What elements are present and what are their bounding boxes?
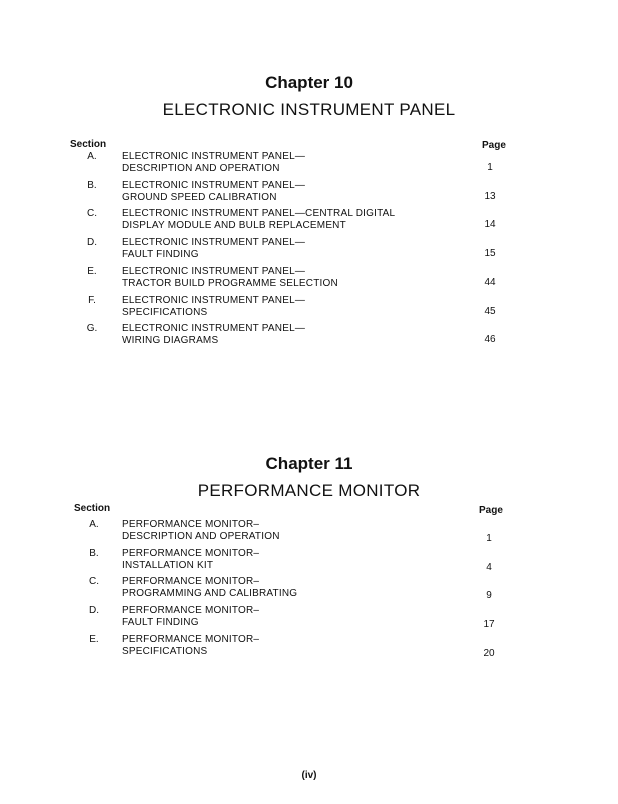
section-page-number: 44 [484,276,496,288]
section-title-line2: DESCRIPTION AND OPERATION [122,531,280,542]
section-title-line2: SPECIFICATIONS [122,645,208,657]
section-title-line2: TRACTOR BUILD PROGRAMME SELECTION [122,277,338,289]
section-title-line1: ELECTRONIC INSTRUMENT PANEL— [122,237,306,249]
section-page-number: 17 [483,619,495,631]
section-title-line2: DESCRIPTION AND OPERATION [122,163,280,174]
chapter-10-section-header: Section [70,139,107,150]
section-title-line1: ELECTRONIC INSTRUMENT PANEL— [122,323,306,335]
section-letter: E. [89,633,99,645]
section-title-line2: PROGRAMMING AND CALIBRATING [122,588,298,600]
section-letter: F. [88,294,96,306]
page-number: (iv) [301,770,317,781]
section-page-number: 13 [484,190,496,202]
section-letter: A. [89,519,99,530]
section-title-line1: PERFORMANCE MONITOR– [122,605,260,617]
section-letter: C. [89,576,99,588]
section-letter: D. [87,237,97,249]
section-title-line1: PERFORMANCE MONITOR– [122,633,260,645]
section-letter: C. [87,208,97,220]
section-title-line2: FAULT FINDING [122,617,199,629]
section-title-line1: ELECTRONIC INSTRUMENT PANEL—CENTRAL DIGITAL [122,208,396,220]
section-title-line1: PERFORMANCE MONITOR– [122,547,260,559]
section-letter: B. [87,179,97,191]
section-title-line1: PERFORMANCE MONITOR– [122,576,260,588]
section-title-line1: ELECTRONIC INSTRUMENT PANEL— [122,179,306,191]
section-letter: G. [86,323,98,335]
chapter-11-page-header: Page [479,505,503,516]
section-title-line1: ELECTRONIC INSTRUMENT PANEL— [122,151,306,162]
chapter-10-page-header: Page [482,140,506,151]
section-title-line2: DISPLAY MODULE AND BULB REPLACEMENT [122,220,346,232]
section-title-line2: SPECIFICATIONS [122,306,208,318]
section-title-line1: ELECTRONIC INSTRUMENT PANEL— [122,294,306,306]
section-page-number: 15 [484,248,496,260]
section-title-line2: INSTALLATION KIT [122,559,214,571]
chapter-11-title: Chapter 11 [265,454,353,473]
section-page-number: 20 [483,647,495,659]
section-page-number: 45 [484,305,496,317]
section-page-number: 1 [486,533,492,544]
section-letter: E. [87,265,97,277]
chapter-10-subtitle: ELECTRONIC INSTRUMENT PANEL [162,100,456,119]
section-letter: B. [89,547,99,559]
section-letter: A. [87,151,97,162]
section-title-line1: ELECTRONIC INSTRUMENT PANEL— [122,265,306,277]
section-page-number: 9 [486,590,492,602]
chapter-11-subtitle: PERFORMANCE MONITOR [197,481,421,500]
section-title-line2: GROUND SPEED CALIBRATION [122,191,277,203]
section-letter: D. [89,605,99,617]
section-page-number: 46 [484,334,496,346]
section-title-line2: FAULT FINDING [122,249,199,261]
section-title-line1: PERFORMANCE MONITOR– [122,519,260,530]
section-page-number: 1 [487,162,493,173]
section-page-number: 4 [486,561,492,573]
chapter-10-title: Chapter 10 [265,73,353,92]
chapter-11-section-header: Section [74,503,111,514]
section-page-number: 14 [484,219,496,231]
section-title-line2: WIRING DIAGRAMS [122,335,219,347]
